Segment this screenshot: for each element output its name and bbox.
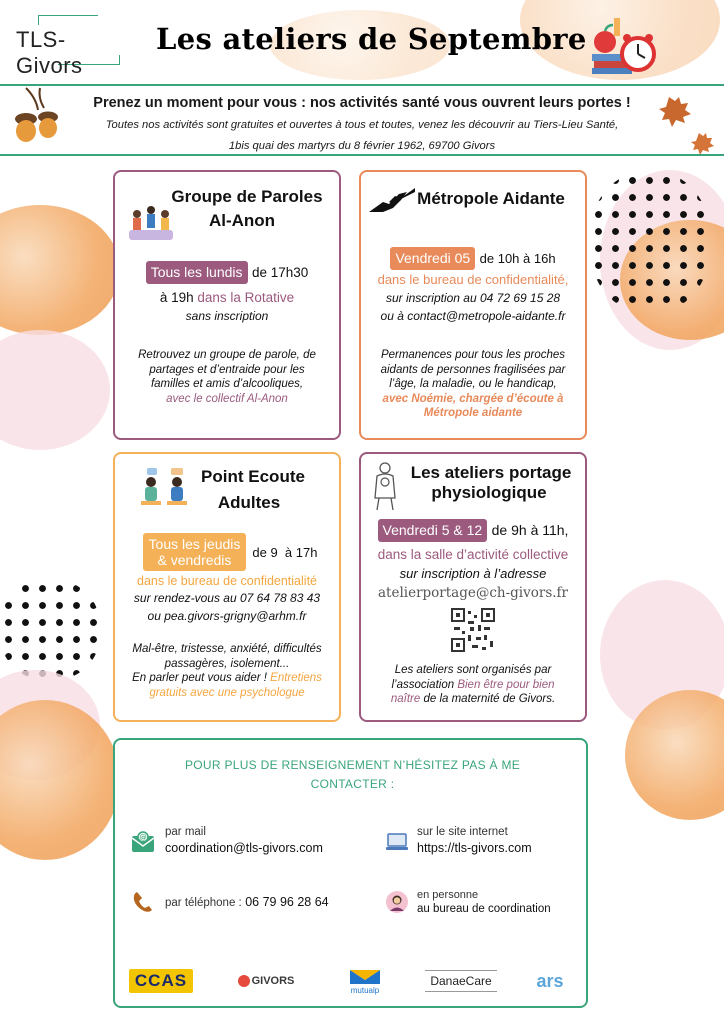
metropole-desc-2: aidants de personnes fragilisées par (380, 363, 566, 376)
mail-label: par mail (165, 826, 206, 838)
card-portage (359, 452, 587, 722)
ecoute-note-2: ou pea.givors-grigny@arhm.fr (147, 609, 307, 623)
alanon-place: dans la Rotative (197, 290, 295, 305)
ccas-logo: CCAS (127, 965, 195, 997)
portage-desc-accent-2: naître (390, 693, 421, 705)
ecoute-title-2: Adultes (217, 493, 281, 512)
ecoute-desc-1: Mal-être, tristesse, anxiété, difficultés (132, 643, 322, 655)
portage-email[interactable]: atelierportage@ch-givors.fr (377, 585, 569, 601)
decor-dots-right (590, 172, 710, 312)
web-value[interactable]: https://tls-givors.com (417, 841, 532, 855)
ecoute-desc-accent-2: gratuits avec une psychologue (149, 686, 305, 699)
ecoute-time: de 9 à 17h (252, 544, 318, 560)
group-talk-icon (127, 202, 175, 244)
intro-banner (0, 84, 724, 156)
phone-value[interactable]: 06 79 96 28 64 (245, 895, 329, 909)
portage-place: dans la salle d’activité collective (377, 547, 569, 562)
decor-dots-left (0, 580, 100, 680)
metropole-desc-3: l’âge, la maladie, ou le handicap, (389, 378, 557, 390)
mail-value[interactable]: coordination@tls-givors.com (165, 841, 323, 855)
alanon-time-a: de 17h30 (251, 265, 309, 280)
portage-desc-2: l’association (391, 678, 455, 691)
portage-note: sur inscription à l’adresse (399, 566, 547, 581)
portage-desc-3: de la maternité de Givors. (423, 693, 556, 705)
ecoute-desc-accent-1: Entretiens (270, 672, 322, 684)
portage-title-1: Les ateliers portage (410, 463, 572, 482)
decor-blob-left-orange (0, 205, 120, 335)
metropole-desc-1: Permanences pour tous les proches (380, 349, 566, 361)
mutualp-logo: mutualp (343, 965, 387, 997)
portage-desc-accent-1: Bien être pour bien (457, 678, 555, 691)
phone-icon (131, 890, 155, 914)
contact-section (113, 738, 588, 1008)
helping-hands-icon (367, 182, 417, 218)
givors-logo: GIVORS (233, 965, 299, 997)
person-label: en personne (417, 889, 479, 901)
decor-blob-left-orange-low (0, 700, 120, 860)
danaecare-logo: DanaeCare (425, 970, 497, 992)
contact-heading-1: POUR PLUS DE RENSEIGNEMENT N’HÉSITEZ PAS À ME (184, 758, 521, 772)
person-avatar-icon (385, 890, 409, 914)
metropole-desc-accent-2: Métropole aidante (423, 407, 523, 419)
metropole-title: Métropole Aidante (417, 189, 565, 208)
portage-time: de 9h à 11h, (491, 522, 569, 538)
portage-title-2: physiologique (431, 483, 547, 502)
web-label: sur le site internet (417, 826, 508, 838)
ecoute-place: dans le bureau de confidentialité (137, 574, 317, 588)
ecoute-title-1: Point Ecoute (201, 467, 305, 486)
card-metropole (359, 170, 587, 440)
ecoute-desc-2: passagères, isolement... (164, 657, 290, 670)
metropole-desc-accent-1: avec Noémie, chargée d’écoute à (382, 392, 564, 405)
portage-desc-1: Les ateliers sont organisés par (394, 664, 552, 676)
apple-books-clock-icon (590, 14, 660, 76)
conversation-icon (137, 466, 193, 512)
email-icon (131, 830, 155, 854)
alanon-desc-1: Retrouvez un groupe de parole, de (138, 349, 316, 361)
alanon-desc-2: partages et d’entraide pour les (149, 363, 305, 376)
portage-day-pill: Vendredi 5 & 12 (378, 519, 488, 542)
alanon-time-b: à 19h (159, 290, 194, 305)
metropole-note-2: ou à contact@metropole-aidante.fr (380, 309, 566, 323)
metropole-day-pill: Vendredi 05 (390, 247, 475, 270)
alanon-day-pill: Tous les lundis (146, 261, 248, 284)
ars-logo: ars (536, 970, 564, 991)
laptop-icon (385, 830, 409, 854)
babywearing-icon (367, 460, 405, 512)
ecoute-note-1: sur rendez-vous au 07 64 78 83 43 (133, 591, 321, 605)
header (0, 0, 724, 84)
svg-text:@: @ (139, 833, 147, 842)
card-ecoute (113, 452, 341, 722)
qr-code-icon (450, 607, 496, 653)
alanon-title-2: Al-Anon (208, 211, 276, 230)
autumn-leaves-icon (655, 89, 715, 154)
card-alanon (113, 170, 341, 440)
phone-label: par téléphone : (165, 897, 242, 909)
metropole-note-1: sur inscription au 04 72 69 15 28 (385, 291, 561, 305)
banner-line-1: Toutes nos activités sont gratuites et ouvertes à tous et toutes, venez les découvrir au Tiers-Lieu Santé, (105, 119, 619, 131)
alanon-desc-accent: avec le collectif Al-Anon (166, 392, 288, 405)
contact-heading-2: CONTACTER : (310, 777, 395, 791)
metropole-time: de 10h à 16h (479, 251, 556, 266)
ecoute-day-pill-2: & vendredis (157, 552, 232, 568)
person-value: au bureau de coordination (417, 903, 551, 915)
ecoute-day-pill-1: Tous les jeudis (148, 536, 241, 552)
banner-line-2: 1bis quai des martyrs du 8 février 1962, 69700 Givors (228, 140, 496, 152)
tls-givors-logo (12, 15, 112, 78)
decor-blob-left-pink (0, 330, 110, 450)
ecoute-desc-3: En parler peut vous aider ! (132, 672, 267, 684)
page-title: Les ateliers de Septembre (156, 22, 587, 56)
alanon-title-1: Groupe de Paroles (171, 187, 323, 206)
acorn-icon (8, 86, 63, 146)
metropole-place: dans le bureau de confidentialité, (377, 272, 569, 287)
alanon-note: sans inscription (185, 309, 269, 323)
logo-text: TLS-Givors (16, 27, 83, 78)
banner-headline: Prenez un moment pour vous : nos activités santé vous ouvrent leurs portes ! (93, 95, 631, 111)
alanon-desc-3: familles et amis d’alcooliques, (150, 378, 304, 390)
